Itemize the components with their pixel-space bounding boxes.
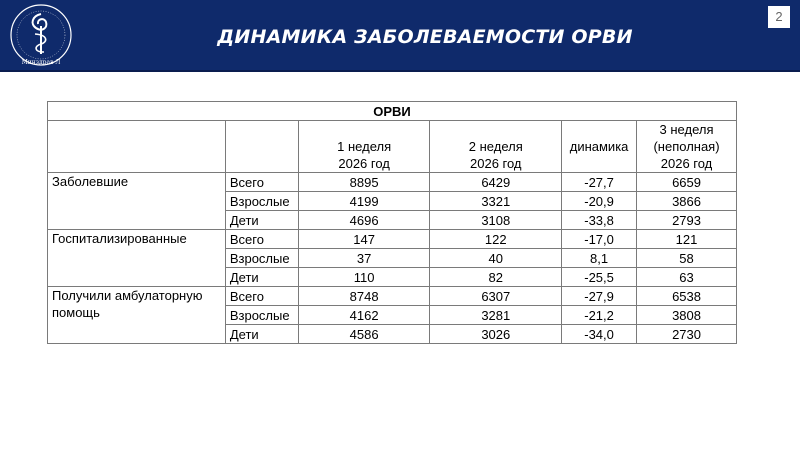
ministry-health-logo-icon bbox=[8, 2, 74, 68]
table-cell: 3321 bbox=[430, 192, 562, 211]
group-label: Госпитализированные bbox=[48, 230, 226, 287]
table-cell: -27,9 bbox=[562, 287, 637, 306]
column-header-line: 2026 год bbox=[660, 156, 713, 171]
header-empty-cell bbox=[48, 121, 226, 173]
table-cell: 2730 bbox=[637, 325, 737, 344]
table-cell: 58 bbox=[637, 249, 737, 268]
table-title: ОРВИ bbox=[48, 102, 737, 121]
row-sublabel: Взрослые bbox=[225, 192, 298, 211]
row-sublabel: Дети bbox=[225, 268, 298, 287]
table-cell: 8,1 bbox=[562, 249, 637, 268]
logo-caption: Минздрав Л bbox=[21, 59, 61, 66]
table-cell: -34,0 bbox=[562, 325, 637, 344]
table-cell: -20,9 bbox=[562, 192, 637, 211]
group-label: Получили амбулаторную помощь bbox=[48, 287, 226, 344]
column-header-line: 2026 год bbox=[338, 156, 390, 171]
table-cell: 3808 bbox=[637, 306, 737, 325]
column-header-line: динамика bbox=[569, 139, 629, 154]
table-title-row bbox=[48, 102, 737, 121]
table-cell: -27,7 bbox=[562, 173, 637, 192]
table-row bbox=[48, 173, 737, 192]
table-cell: 4199 bbox=[298, 192, 430, 211]
table-cell: 6538 bbox=[637, 287, 737, 306]
table-cell: 82 bbox=[430, 268, 562, 287]
table-cell: -33,8 bbox=[562, 211, 637, 230]
column-header-line: 2026 год bbox=[470, 156, 522, 171]
table-cell: 122 bbox=[430, 230, 562, 249]
column-header-line: 2 неделя bbox=[468, 139, 523, 154]
table-cell: 4696 bbox=[298, 211, 430, 230]
orvi-table bbox=[47, 101, 737, 344]
page-number: 2 bbox=[768, 6, 790, 28]
table-cell: 63 bbox=[637, 268, 737, 287]
column-header-line: (неполная) bbox=[653, 139, 720, 154]
row-sublabel: Всего bbox=[225, 230, 298, 249]
table-cell: 4586 bbox=[298, 325, 430, 344]
table-cell: 121 bbox=[637, 230, 737, 249]
table-cell: -17,0 bbox=[562, 230, 637, 249]
table-cell: 6307 bbox=[430, 287, 562, 306]
slide-title: ДИНАМИКА ЗАБОЛЕВАЕМОСТИ ОРВИ bbox=[217, 26, 633, 48]
table-cell: 3866 bbox=[637, 192, 737, 211]
table-cell: -21,2 bbox=[562, 306, 637, 325]
slide-header bbox=[0, 0, 800, 72]
row-sublabel: Взрослые bbox=[225, 249, 298, 268]
column-header bbox=[298, 121, 430, 173]
table-header-row bbox=[48, 121, 737, 173]
row-sublabel: Дети bbox=[225, 325, 298, 344]
row-sublabel: Дети bbox=[225, 211, 298, 230]
table-cell: 6659 bbox=[637, 173, 737, 192]
row-sublabel: Всего bbox=[225, 287, 298, 306]
table-cell: 3026 bbox=[430, 325, 562, 344]
table-cell: 3108 bbox=[430, 211, 562, 230]
column-header bbox=[562, 121, 637, 173]
table-cell: 37 bbox=[298, 249, 430, 268]
table-cell: 4162 bbox=[298, 306, 430, 325]
table-row bbox=[48, 287, 737, 306]
table-cell: 40 bbox=[430, 249, 562, 268]
row-sublabel: Всего bbox=[225, 173, 298, 192]
table-cell: -25,5 bbox=[562, 268, 637, 287]
column-header-line: 1 неделя bbox=[337, 139, 392, 154]
table-cell: 8895 bbox=[298, 173, 430, 192]
column-header-line: 3 неделя bbox=[659, 122, 714, 137]
header-empty-cell bbox=[225, 121, 298, 173]
column-header bbox=[637, 121, 737, 173]
row-sublabel: Взрослые bbox=[225, 306, 298, 325]
table-cell: 6429 bbox=[430, 173, 562, 192]
group-label: Заболевшие bbox=[48, 173, 226, 230]
column-header bbox=[430, 121, 562, 173]
table-cell: 110 bbox=[298, 268, 430, 287]
table-row bbox=[48, 230, 737, 249]
table-cell: 147 bbox=[298, 230, 430, 249]
table-cell: 3281 bbox=[430, 306, 562, 325]
table-cell: 2793 bbox=[637, 211, 737, 230]
table-cell: 8748 bbox=[298, 287, 430, 306]
